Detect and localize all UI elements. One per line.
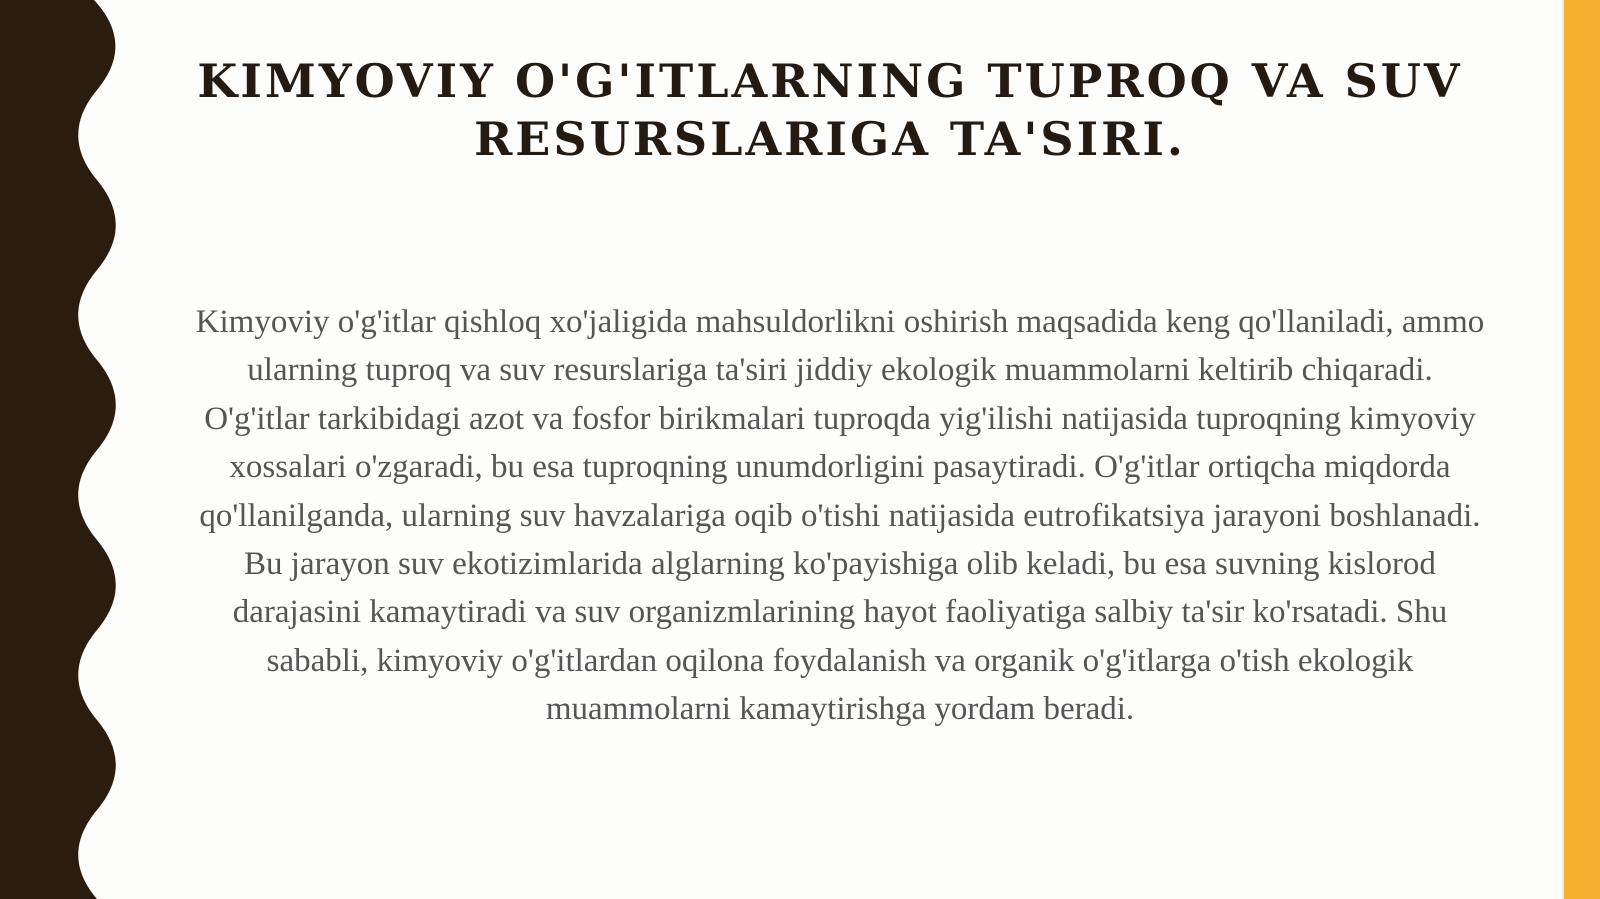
slide-body-text: Kimyoviy o'g'itlar qishloq xo'jaligida mahsuldorlikni oshirish maqsadida keng qo'llaniladi, ammo ularning tuproq va suv resurslariga ta'siri jiddiy ekologik muammolarni keltirib chiqaradi. O'g'itlar tarkibidagi azot va fosfor birikmalari tuproqda yig'ilishi natijasida tuproqning kimyoviy xossalari o'zgaradi, bu esa tuproqning unumdorligini pasaytiradi. O'g'itlar ortiqcha miqdorda qo'llanilganda, ularning suv havzalariga oqib o'tishi natijasida eutrofikatsiya jarayoni boshlanadi. Bu jarayon suv ekotizimlarida alglarning ko'payishiga olib keladi, bu esa suvning kislorod darajasini kamaytiradi va suv organizmlarining hayot faoliyatiga salbiy ta'sir ko'rsatadi. Shu sababli, kimyoviy o'g'itlardan oqilona foydalanish va organik o'g'itlarga o'tish ekologik muammolarni kamaytirishga yordam beradi.	[195, 304, 1485, 728]
slide-title: KIMYOVIY O'G'ITLARNING TUPROQ VA SUV RESURSLARIGA TA'SIRI.	[197, 54, 1463, 166]
right-accent-stripe	[1564, 0, 1600, 899]
wavy-left-band	[0, 0, 130, 899]
wavy-band-shape	[0, 0, 116, 899]
